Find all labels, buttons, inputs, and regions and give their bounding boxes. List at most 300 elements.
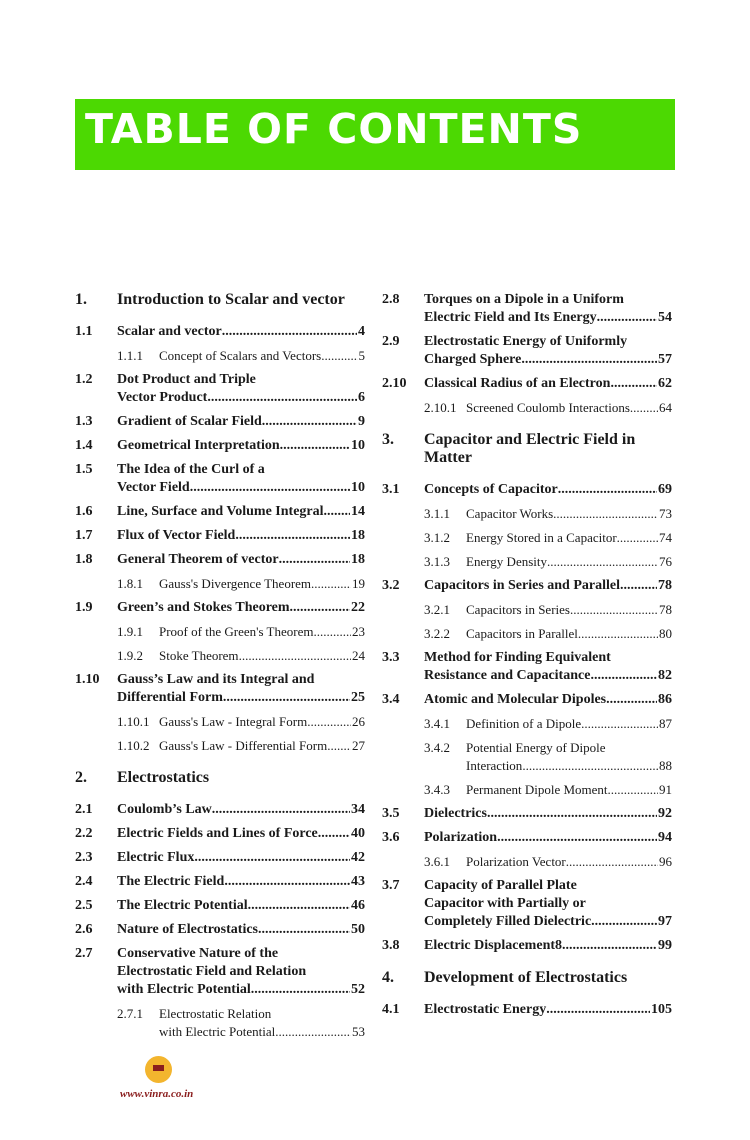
entry-title-line xyxy=(424,309,672,327)
toc-right-column xyxy=(382,291,672,1025)
toc-section[interactable] xyxy=(75,945,365,999)
entry-title-line xyxy=(424,577,672,595)
entry-title-line xyxy=(424,937,672,955)
entry-title-line xyxy=(424,1001,672,1019)
toc-section[interactable] xyxy=(75,873,365,891)
entry-title-line: Introduction to Scalar and vector xyxy=(117,291,345,308)
page-number: 96 xyxy=(659,854,672,869)
entry-title xyxy=(117,825,365,843)
entry-title-text: Line, Surface and Volume Integral xyxy=(117,504,324,519)
entry-title-line xyxy=(466,529,672,547)
entry-title-line: Matter xyxy=(424,449,472,466)
entry-title xyxy=(117,371,365,407)
entry-title xyxy=(117,849,365,867)
entry-title-text: Dielectrics xyxy=(424,806,487,821)
entry-title-text: Nature of Electrostatics xyxy=(117,922,258,937)
entry-title xyxy=(117,437,365,455)
dot-leader xyxy=(313,623,351,641)
entry-number: 1. xyxy=(75,291,87,308)
dot-leader xyxy=(239,647,351,665)
entry-title-line xyxy=(159,623,365,641)
toc-subsection[interactable] xyxy=(75,1005,365,1041)
dot-leader xyxy=(546,1001,650,1019)
entry-title-text: Capacitors in Series and Parallel xyxy=(424,578,620,593)
toc-left-column xyxy=(75,291,365,1047)
toc-subsection[interactable] xyxy=(382,601,672,619)
page-number: 74 xyxy=(659,530,672,545)
page-number: 62 xyxy=(658,376,672,391)
entry-title-text: Gradient of Scalar Field xyxy=(117,414,262,429)
page-number: 80 xyxy=(659,626,672,641)
entry-title-line: Capacity of Parallel Plate xyxy=(424,878,577,893)
entry-title-line xyxy=(117,551,365,569)
entry-title xyxy=(117,323,365,341)
chapter-heading[interactable] xyxy=(75,291,365,309)
entry-number: 2.8 xyxy=(382,292,400,307)
toc-subsection[interactable] xyxy=(382,739,672,775)
page-number: 9 xyxy=(358,414,365,429)
entry-number: 2.10 xyxy=(382,376,407,391)
toc-subsection[interactable] xyxy=(75,647,365,665)
dot-leader xyxy=(606,691,657,709)
entry-title xyxy=(159,575,365,593)
entry-title-line xyxy=(424,805,672,823)
entry-number: 1.9.2 xyxy=(117,648,143,663)
entry-title xyxy=(424,1001,672,1019)
entry-title-text: General Theorem of vector xyxy=(117,552,279,567)
page-number: 73 xyxy=(659,506,672,521)
toc-section[interactable] xyxy=(75,503,365,521)
entry-title-line xyxy=(466,505,672,523)
toc-section[interactable] xyxy=(75,527,365,545)
entry-title-text: Interaction xyxy=(466,758,523,773)
entry-number: 3.5 xyxy=(382,806,400,821)
entry-title xyxy=(424,649,672,685)
page-number: 26 xyxy=(352,714,365,729)
dot-leader xyxy=(547,553,658,571)
entry-title-line: Capacitor with Partially or xyxy=(424,896,586,911)
entry-title xyxy=(159,737,365,755)
entry-title-text: Stoke Theorem xyxy=(159,648,239,663)
entry-title-text: Concept of Scalars and Vectors xyxy=(159,348,322,363)
page-number: 10 xyxy=(351,438,365,453)
entry-title-text: Definition of a Dipole xyxy=(466,716,582,731)
dot-leader xyxy=(321,347,357,365)
entry-title xyxy=(424,291,672,327)
entry-title-text: Completely Filled Dielectric xyxy=(424,914,592,929)
entry-title-line: Capacitor and Electric Field in xyxy=(424,431,636,448)
entry-title-text: Flux of Vector Field xyxy=(117,528,236,543)
entry-number: 3. xyxy=(382,431,394,448)
toc-section[interactable] xyxy=(382,877,672,931)
entry-number: 1.4 xyxy=(75,438,93,453)
toc-subsection[interactable] xyxy=(382,715,672,733)
page-number: 105 xyxy=(651,1002,672,1017)
entry-number: 3.6 xyxy=(382,830,400,845)
toc-section[interactable] xyxy=(382,691,672,709)
entry-title-line: Torques on a Dipole in a Uniform xyxy=(424,292,624,307)
entry-title-text: Proof of the Green's Theorem xyxy=(159,624,314,639)
entry-title-line xyxy=(117,599,365,617)
dot-leader xyxy=(223,689,350,707)
dot-leader xyxy=(275,1023,351,1041)
dot-leader xyxy=(262,413,357,431)
entry-number: 1.3 xyxy=(75,414,93,429)
dot-leader xyxy=(207,389,357,407)
entry-title xyxy=(117,527,365,545)
entry-title xyxy=(159,1005,365,1041)
entry-title-line xyxy=(159,647,365,665)
page-number: 86 xyxy=(658,692,672,707)
toc-section[interactable] xyxy=(382,375,672,393)
dot-leader xyxy=(251,981,350,999)
entry-title-line xyxy=(117,801,365,819)
entry-title xyxy=(117,873,365,891)
entry-title-line xyxy=(466,601,672,619)
entry-title xyxy=(424,805,672,823)
page-number: 69 xyxy=(658,482,672,497)
entry-title xyxy=(117,291,365,309)
entry-title-text: Energy Density xyxy=(466,554,547,569)
page-number: 5 xyxy=(358,348,365,363)
entry-title-line xyxy=(424,691,672,709)
entry-title-text: Resistance and Capacitance xyxy=(424,668,591,683)
entry-title-text: Energy Stored in a Capacitor xyxy=(466,530,617,545)
entry-title xyxy=(424,829,672,847)
entry-number: 2.10.1 xyxy=(424,400,457,415)
entry-title-text: Geometrical Interpretation xyxy=(117,438,280,453)
toc-section[interactable] xyxy=(75,371,365,407)
toc-subsection[interactable] xyxy=(382,625,672,643)
page-number: 18 xyxy=(351,528,365,543)
page-number: 97 xyxy=(658,914,672,929)
entry-title-line xyxy=(466,781,672,799)
entry-title xyxy=(159,647,365,665)
entry-number: 3.1.3 xyxy=(424,554,450,569)
entry-number: 2.7 xyxy=(75,946,93,961)
entry-title-line xyxy=(159,347,365,365)
entry-title xyxy=(117,461,365,497)
toc-section[interactable] xyxy=(75,921,365,939)
entry-title xyxy=(424,969,672,987)
entry-title xyxy=(424,577,672,595)
toc-section[interactable] xyxy=(382,333,672,369)
toc-subsection[interactable] xyxy=(382,399,672,417)
toc-section[interactable] xyxy=(382,291,672,327)
entry-number: 1.6 xyxy=(75,504,93,519)
entry-number: 2. xyxy=(75,769,87,786)
entry-title xyxy=(466,553,672,571)
entry-number: 3.1.2 xyxy=(424,530,450,545)
toc-subsection[interactable] xyxy=(75,347,365,365)
entry-title-text: The Electric Potential xyxy=(117,898,248,913)
entry-title-line: Electrostatic Relation xyxy=(159,1006,272,1021)
dot-leader xyxy=(630,399,658,417)
entry-number: 3.7 xyxy=(382,878,400,893)
entry-title-line xyxy=(117,825,365,843)
entry-number: 2.1 xyxy=(75,802,93,817)
entry-number: 1.8 xyxy=(75,552,93,567)
entry-title-line xyxy=(466,399,672,417)
toc-section[interactable] xyxy=(75,897,365,915)
entry-title-line xyxy=(117,849,365,867)
entry-title xyxy=(117,801,365,819)
page-number: 88 xyxy=(659,758,672,773)
chapter-heading[interactable] xyxy=(382,431,672,467)
dot-leader xyxy=(522,757,658,775)
entry-title-text: Vector Field xyxy=(117,480,190,495)
entry-title-text: with Electric Potential xyxy=(159,1024,276,1039)
dot-leader xyxy=(566,853,658,871)
entry-number: 3.4 xyxy=(382,692,400,707)
page-number: 25 xyxy=(351,690,365,705)
page-number: 92 xyxy=(658,806,672,821)
entry-title-text: Coulomb’s Law xyxy=(117,802,212,817)
page-number: 27 xyxy=(352,738,365,753)
entry-title-line xyxy=(159,737,365,755)
entry-title xyxy=(466,399,672,417)
entry-title-text: Differential Form xyxy=(117,690,223,705)
dot-leader xyxy=(280,437,350,455)
entry-number: 1.7 xyxy=(75,528,93,543)
toc-section[interactable] xyxy=(75,551,365,569)
entry-title-line xyxy=(424,351,672,369)
page-number: 52 xyxy=(351,982,365,997)
page-number: 87 xyxy=(659,716,672,731)
page-number: 46 xyxy=(351,898,365,913)
entry-title xyxy=(466,853,672,871)
entry-number: 3.4.1 xyxy=(424,716,450,731)
entry-number: 3.2.1 xyxy=(424,602,450,617)
entry-title-line xyxy=(117,413,365,431)
page-number: 6 xyxy=(358,390,365,405)
dot-leader xyxy=(194,849,350,867)
page-number: 50 xyxy=(351,922,365,937)
toc-section[interactable] xyxy=(382,1001,672,1019)
dot-leader xyxy=(212,801,350,819)
dot-leader xyxy=(318,825,350,843)
dot-leader xyxy=(608,781,658,799)
entry-title-line xyxy=(117,873,365,891)
dot-leader xyxy=(279,551,350,569)
toc-subsection[interactable] xyxy=(75,713,365,731)
entry-title-line xyxy=(466,757,672,775)
page-number: 4 xyxy=(358,324,365,339)
page-number: 53 xyxy=(352,1024,365,1039)
dot-leader xyxy=(610,375,657,393)
dot-leader xyxy=(487,805,657,823)
dot-leader xyxy=(235,527,350,545)
entry-number: 1.2 xyxy=(75,372,93,387)
toc-section[interactable] xyxy=(382,829,672,847)
entry-number: 1.10 xyxy=(75,672,100,687)
entry-title-text: Gauss's Divergence Theorem xyxy=(159,576,312,591)
entry-title-line xyxy=(159,713,365,731)
entry-title-text: with Electric Potential xyxy=(117,982,251,997)
vinra-logo-icon xyxy=(145,1056,172,1083)
toc-section[interactable] xyxy=(382,577,672,595)
page-number: 57 xyxy=(658,352,672,367)
page-number: 82 xyxy=(658,668,672,683)
dot-leader xyxy=(224,873,350,891)
entry-title-text: Atomic and Molecular Dipoles xyxy=(424,692,607,707)
entry-number: 3.4.3 xyxy=(424,782,450,797)
entry-title-text: Concepts of Capacitor xyxy=(424,482,558,497)
entry-title-line xyxy=(117,897,365,915)
dot-leader xyxy=(581,715,658,733)
entry-number: 1.1.1 xyxy=(117,348,143,363)
entry-title-line xyxy=(424,829,672,847)
toc-subsection[interactable] xyxy=(382,505,672,523)
entry-title-line xyxy=(117,323,365,341)
entry-title-line: Electrostatic Field and Relation xyxy=(117,964,307,979)
entry-title xyxy=(466,505,672,523)
toc-section[interactable] xyxy=(75,801,365,819)
dot-leader xyxy=(553,505,658,523)
entry-title xyxy=(466,625,672,643)
toc-section[interactable] xyxy=(75,849,365,867)
entry-title-line xyxy=(117,981,365,999)
entry-title-line xyxy=(424,375,672,393)
entry-title-line xyxy=(117,389,365,407)
entry-number: 1.10.2 xyxy=(117,738,150,753)
entry-number: 3.2 xyxy=(382,578,400,593)
entry-title xyxy=(117,945,365,999)
entry-title-line xyxy=(466,853,672,871)
entry-title-text: Polarization xyxy=(424,830,498,845)
toc-section[interactable] xyxy=(75,599,365,617)
dot-leader xyxy=(222,323,357,341)
entry-title-line xyxy=(159,1023,365,1041)
toc-section[interactable] xyxy=(382,805,672,823)
chapter-heading[interactable] xyxy=(382,969,672,987)
entry-number: 1.10.1 xyxy=(117,714,150,729)
toc-subsection[interactable] xyxy=(75,575,365,593)
toc-subsection[interactable] xyxy=(75,737,365,755)
page-number: 91 xyxy=(659,782,672,797)
entry-number: 3.8 xyxy=(382,938,400,953)
toc-section[interactable] xyxy=(75,413,365,431)
entry-title-line: Development of Electrostatics xyxy=(424,969,628,986)
entry-title xyxy=(159,347,365,365)
page-number: 34 xyxy=(351,802,365,817)
entry-number: 1.1 xyxy=(75,324,93,339)
entry-title-text: Classical Radius of an Electron xyxy=(424,376,611,391)
entry-title xyxy=(424,691,672,709)
toc-subsection[interactable] xyxy=(382,529,672,547)
page-number: 54 xyxy=(658,310,672,325)
entry-title-line xyxy=(117,437,365,455)
entry-title-text: The Electric Field xyxy=(117,874,225,889)
entry-title xyxy=(159,623,365,641)
entry-number: 2.2 xyxy=(75,826,93,841)
entry-title-text: Permanent Dipole Moment xyxy=(466,782,608,797)
dot-leader xyxy=(521,351,657,369)
entry-number: 2.3 xyxy=(75,850,93,865)
dot-leader xyxy=(327,737,351,755)
toc-subsection[interactable] xyxy=(75,623,365,641)
entry-title-text: Electric Field and Its Energy xyxy=(424,310,597,325)
entry-title-text: Capacitors in Series xyxy=(466,602,570,617)
dot-leader xyxy=(307,713,351,731)
toc-subsection[interactable] xyxy=(382,553,672,571)
dot-leader xyxy=(578,625,658,643)
entry-title-text: Screened Coulomb Interactions xyxy=(466,400,630,415)
entry-title-line: Gauss’s Law and its Integral and xyxy=(117,672,315,687)
toc-section[interactable] xyxy=(382,649,672,685)
dot-leader xyxy=(558,481,657,499)
entry-title-text: Polarization Vector xyxy=(466,854,566,869)
toc-subsection[interactable] xyxy=(382,781,672,799)
dot-leader xyxy=(324,503,350,521)
toc-section[interactable] xyxy=(75,825,365,843)
page-number: 14 xyxy=(351,504,365,519)
entry-title-line xyxy=(117,527,365,545)
entry-title xyxy=(466,739,672,775)
entry-title-line xyxy=(159,575,365,593)
entry-title xyxy=(117,897,365,915)
entry-number: 2.9 xyxy=(382,334,400,349)
entry-title-text: Electric Displacement8 xyxy=(424,938,563,953)
page-title: TABLE OF CONTENTS xyxy=(85,105,583,153)
entry-title xyxy=(466,715,672,733)
entry-title-line xyxy=(424,481,672,499)
entry-title xyxy=(424,431,672,467)
entry-title-text: Gauss's Law - Differential Form xyxy=(159,738,328,753)
dot-leader xyxy=(570,601,658,619)
entry-number: 2.6 xyxy=(75,922,93,937)
website-link[interactable]: www.vinra.co.in xyxy=(120,1088,194,1100)
entry-title-text: Green’s and Stokes Theorem xyxy=(117,600,290,615)
entry-title xyxy=(424,333,672,369)
page-number: 19 xyxy=(352,576,365,591)
entry-title-line xyxy=(117,921,365,939)
entry-title-line xyxy=(424,667,672,685)
entry-title xyxy=(117,769,365,787)
toc-subsection[interactable] xyxy=(382,853,672,871)
entry-title-text: Electrostatic Energy xyxy=(424,1002,547,1017)
entry-number: 1.9.1 xyxy=(117,624,143,639)
entry-title xyxy=(424,877,672,931)
toc-section[interactable] xyxy=(75,323,365,341)
toc-section[interactable] xyxy=(75,437,365,455)
dot-leader xyxy=(620,577,657,595)
entry-title-line xyxy=(466,625,672,643)
entry-number: 4. xyxy=(382,969,394,986)
page-number: 76 xyxy=(659,554,672,569)
entry-title xyxy=(159,713,365,731)
toc-section[interactable] xyxy=(382,937,672,955)
toc-section[interactable] xyxy=(75,461,365,497)
toc-section[interactable] xyxy=(382,481,672,499)
entry-title-line: Method for Finding Equivalent xyxy=(424,650,611,665)
dot-leader xyxy=(248,897,350,915)
entry-title-text: Capacitors in Parallel xyxy=(466,626,578,641)
entry-title-text: Scalar and vector xyxy=(117,324,222,339)
toc-section[interactable] xyxy=(75,671,365,707)
chapter-heading[interactable] xyxy=(75,769,365,787)
entry-number: 3.3 xyxy=(382,650,400,665)
entry-number: 3.2.2 xyxy=(424,626,450,641)
entry-title-line xyxy=(117,689,365,707)
page-number: 78 xyxy=(659,602,672,617)
entry-title-line: Potential Energy of Dipole xyxy=(466,740,606,755)
entry-title-line: Conservative Nature of the xyxy=(117,946,279,961)
page-number: 64 xyxy=(659,400,672,415)
page-number: 10 xyxy=(351,480,365,495)
entry-title-line: Electrostatics xyxy=(117,769,210,786)
entry-number: 1.5 xyxy=(75,462,93,477)
